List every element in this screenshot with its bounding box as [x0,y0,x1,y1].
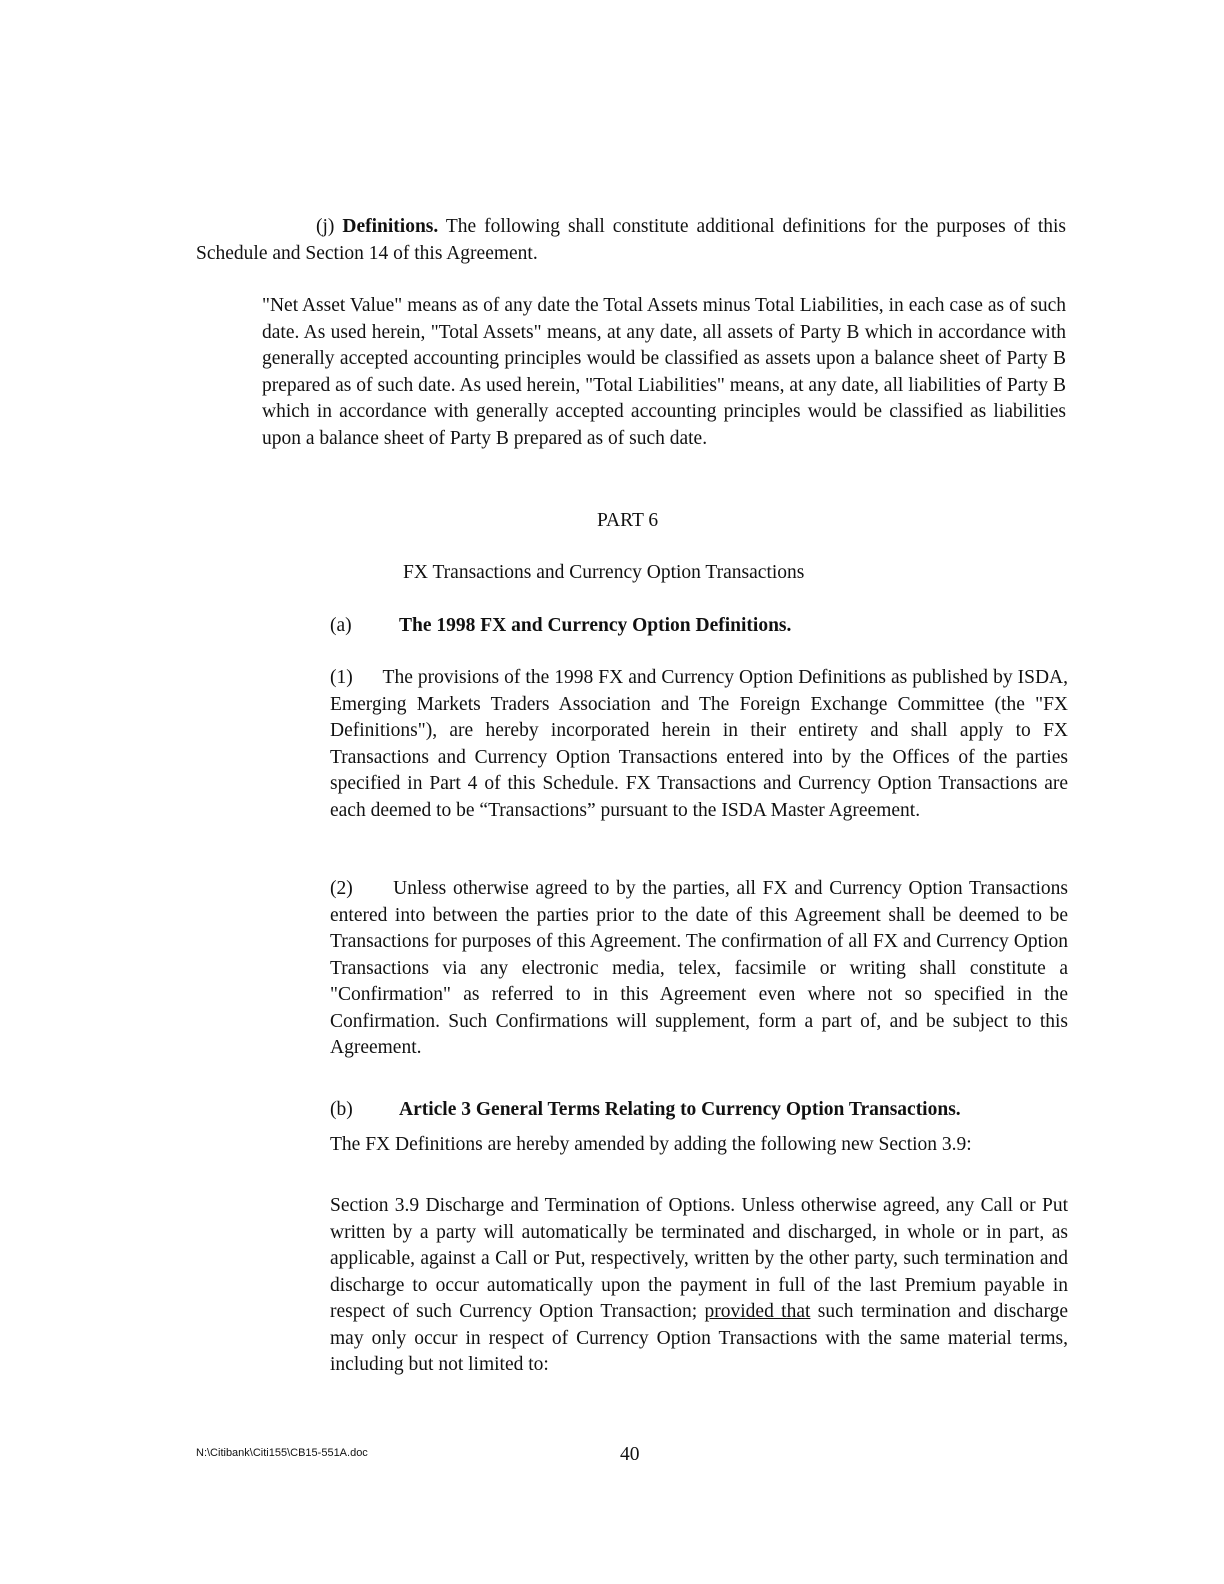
section-a-title: The 1998 FX and Currency Option Definitions. [399,615,792,636]
section-3-9-text-before: Section 3.9 Discharge and Termination of Options. Unless otherwise agreed, any Call or Put written by a party will automatically be terminated and discharged, in whole or in part, as applicable, against a Call or Put, respectively, written by the other party, such termination and discharge to occur automatically upon the payment in full of the last Premium payable in respect of such Currency Option Transaction; [330,1195,1068,1322]
section-3-9-text-after: such termination and discharge may only occur in respect of Currency Option Transactions with the same material terms, including but not limited to: [330,1301,1069,1375]
section-j-title: Definitions. [342,216,439,237]
section-j-paragraph [196,214,1066,267]
page-number: 40 [620,1444,640,1465]
section-a-paragraph-2: (2) Unless otherwise agreed to by the parties, all FX and Currency Option Transactions entered into between the parties prior to the date of this Agreement shall be deemed to be Transactions for purposes of this Agreement. The confirmation of all FX and Currency Option Transactions via any electronic media, telex, facsimile or writing shall constitute a "Confirmation" as referred to in this Agreement even where not so specified in the Confirmation. Such Confirmations will supplement, form a part of, and be subject to this Agreement. [330,878,1073,1058]
section-a-label: (a) [330,615,352,636]
part-title: PART 6 [597,510,659,531]
footer-file-path: N:\Citibank\Citi155\CB15-551A.doc [196,1447,368,1459]
section-b-intro: The FX Definitions are hereby amended by adding the following new Section 3.9: [330,1134,972,1155]
section-j-label: (j) [316,216,335,237]
net-asset-value-definition: "Net Asset Value" means as of any date the Total Assets minus Total Liabilities, in each case as of such date. As used herein, "Total Assets" means, at any date, all assets of Party B which in accordance with generally accepted accounting principles would be classified as assets upon a balance sheet of Party B prepared as of such date. As used herein, "Total Liabilities" means, at any date, all liabilities of Party B which in accordance with generally accepted accounting principles would be classified as liabilities upon a balance sheet of Party B prepared as of such date. [262,295,1066,449]
section-3-9-paragraph [330,1193,1068,1379]
section-b-title: Article 3 General Terms Relating to Currency Option Transactions. [399,1099,961,1120]
section-j-text: The following shall constitute additional definitions for the purposes of this Schedule and Section 14 of this Agreement. [196,216,1067,264]
provided-that: provided that [704,1301,811,1322]
part-subtitle: FX Transactions and Currency Option Transactions [403,562,805,583]
section-b-label: (b) [330,1099,353,1120]
section-a-paragraph-1: (1) The provisions of the 1998 FX and Currency Option Definitions as published by ISDA, Emerging Markets Traders Association and The Foreign Exchange Committee (the "FX Definitions"), are hereby incorporated herein in their entirety and shall apply to FX Transactions and Currency Option Transactions entered into by the Offices of the parties specified in Part 4 of this Schedule. FX Transactions and Currency Option Transactions are each deemed to be “Transactions” pursuant to the ISDA Master Agreement. [330,667,1073,821]
